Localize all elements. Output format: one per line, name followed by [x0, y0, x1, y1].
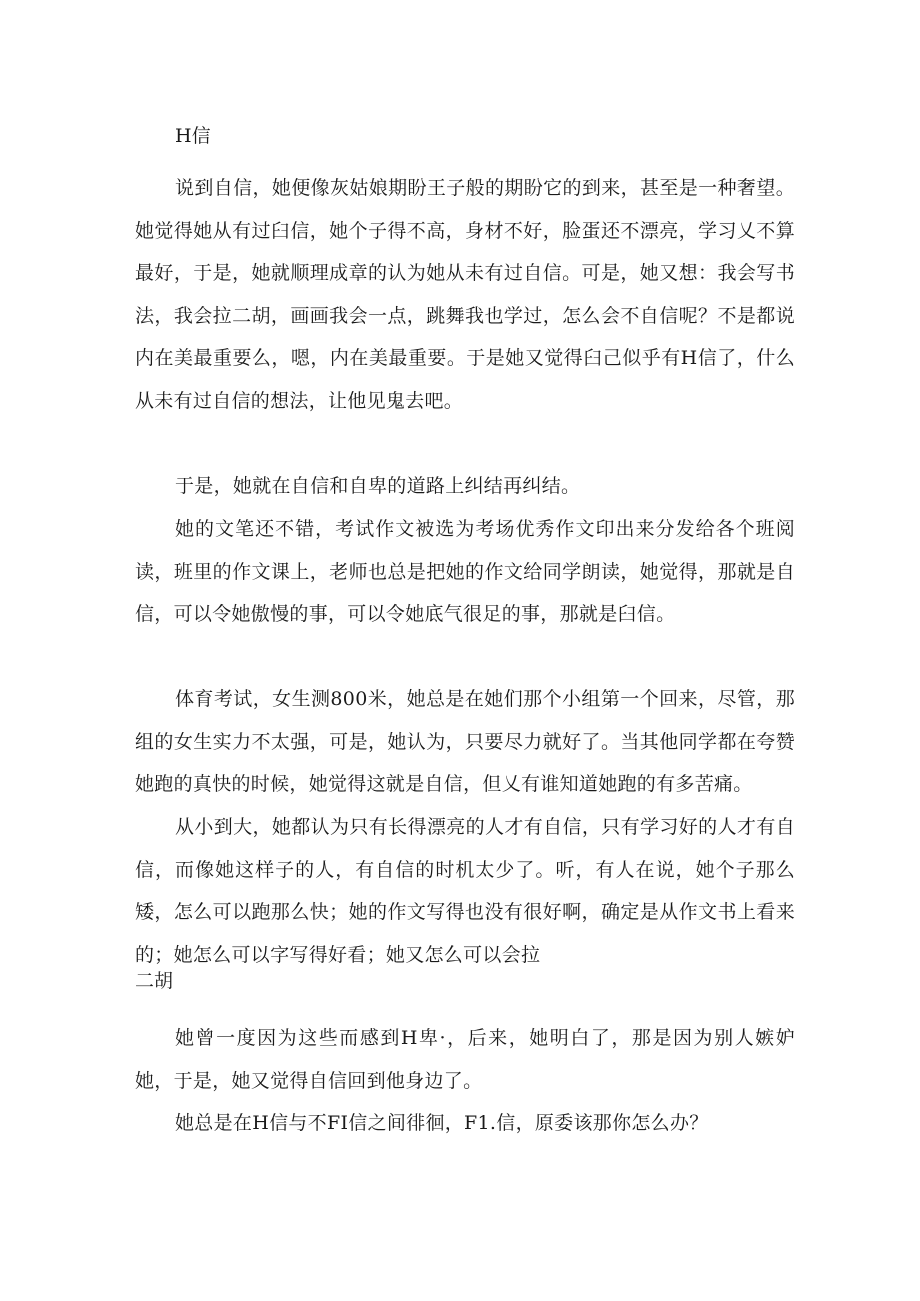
paragraph-1: 说到自信，她便像灰姑娘期盼王子般的期盼它的到来，甚至是一种奢望。她觉得她从有过臼信，她个子得不高，身材不好，脸蛋还不漂亮，学习乂不算最好，于是，她就顺理成章的认为她从未有过自信。可是，她又想：我会写书法，我会拉二胡，画画我会一点，跳舞我也学过，怎么会不自信呢？不是都说内在美最重要么，嗯，内在美最重要。于是她又觉得臼己似乎有H信了，什么从未有过自信的想法，让他见鬼去吧。 [135, 177, 795, 412]
document-title: H信 [175, 125, 211, 147]
paragraph-2: 于是，她就在自信和自卑的道路上纠结再纠结。 [175, 475, 581, 497]
paragraph-5: 从小到大，她都认为只有长得漂亮的人才有自信，只有学习好的人才有自信，而像她这样子的人，有自信的时机太少了。听，有人在说，她个子那么矮，怎么可以跑那么快；她的作文写得也没有很好啊，确定是从作文书上看来的；她怎么可以字写得好看；她又怎么可以会拉 [135, 816, 795, 966]
paragraph-4: 体育考试，女生测800米，她总是在她们那个小组第一个回来，尽管，那组的女生实力不太强，可是，她认为，只要尽力就好了。当其他同学都在夸赞她跑的真快的时候，她觉得这就是自信，但乂有谁知道她跑的有多苦痛。 [135, 688, 795, 796]
paragraph-5-tail: 二胡 [135, 970, 174, 992]
paragraph-3: 她的文笔还不错，考试作文被选为考场优秀作文印出来分发给各个班阅读，班里的作文课上，老师也总是把她的作文给同学朗读，她觉得，那就是自信，可以令她傲慢的事，可以令她底气很足的事，那就是臼信。 [135, 518, 795, 626]
paragraph-6: 她曾一度因为这些而感到H卑·，后来，她明白了，那是因为别人嫉妒她，于是，她又觉得自信回到他身边了。 [135, 1027, 795, 1092]
paragraph-7: 她总是在H信与不FI信之间徘徊，F1.信，原委该那你怎么办？ [175, 1112, 709, 1134]
